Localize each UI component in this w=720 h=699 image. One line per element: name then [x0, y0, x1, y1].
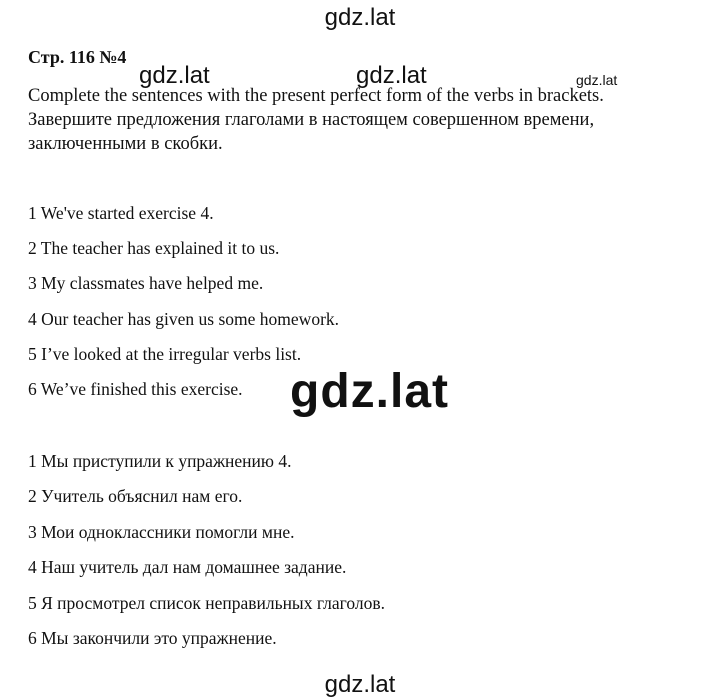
watermark-large: gdz.lat [290, 365, 449, 418]
answer-en-6: 6 We’ve finished this exercise. [28, 379, 243, 399]
watermark-left: gdz.lat [139, 62, 210, 89]
watermark-top: gdz.lat [324, 4, 396, 31]
answer-ru-2: 2 Учитель объяснил нам его. [28, 486, 243, 506]
instruction-russian-line-2: заключенными в скобки. [28, 134, 223, 154]
answer-ru-3: 3 Мои одноклассники помогли мне. [28, 522, 295, 542]
page-title: Стр. 116 №4 [28, 47, 127, 67]
watermark-bottom: gdz.lat [324, 671, 396, 698]
answer-en-2: 2 The teacher has explained it to us. [28, 238, 280, 258]
answer-ru-1: 1 Мы приступили к упражнению 4. [28, 451, 292, 471]
instruction-english: Complete the sentences with the present perfect form of the verbs in brackets. [28, 86, 604, 106]
watermark-middle: gdz.lat [356, 62, 427, 89]
watermark-small: gdz.lat [576, 72, 618, 88]
answer-ru-5: 5 Я просмотрел список неправильных глаголов. [28, 593, 385, 613]
answer-ru-4: 4 Наш учитель дал нам домашнее задание. [28, 557, 347, 577]
answer-ru-6: 6 Мы закончили это упражнение. [28, 628, 277, 648]
answer-en-1: 1 We've started exercise 4. [28, 203, 214, 223]
answer-en-4: 4 Our teacher has given us some homework. [28, 309, 340, 329]
instruction-russian-line-1: Завершите предложения глаголами в настоящем совершенном времени, [28, 110, 595, 130]
answer-en-3: 3 My classmates have helped me. [28, 273, 264, 293]
answer-en-5: 5 I’ve looked at the irregular verbs list. [28, 344, 302, 364]
